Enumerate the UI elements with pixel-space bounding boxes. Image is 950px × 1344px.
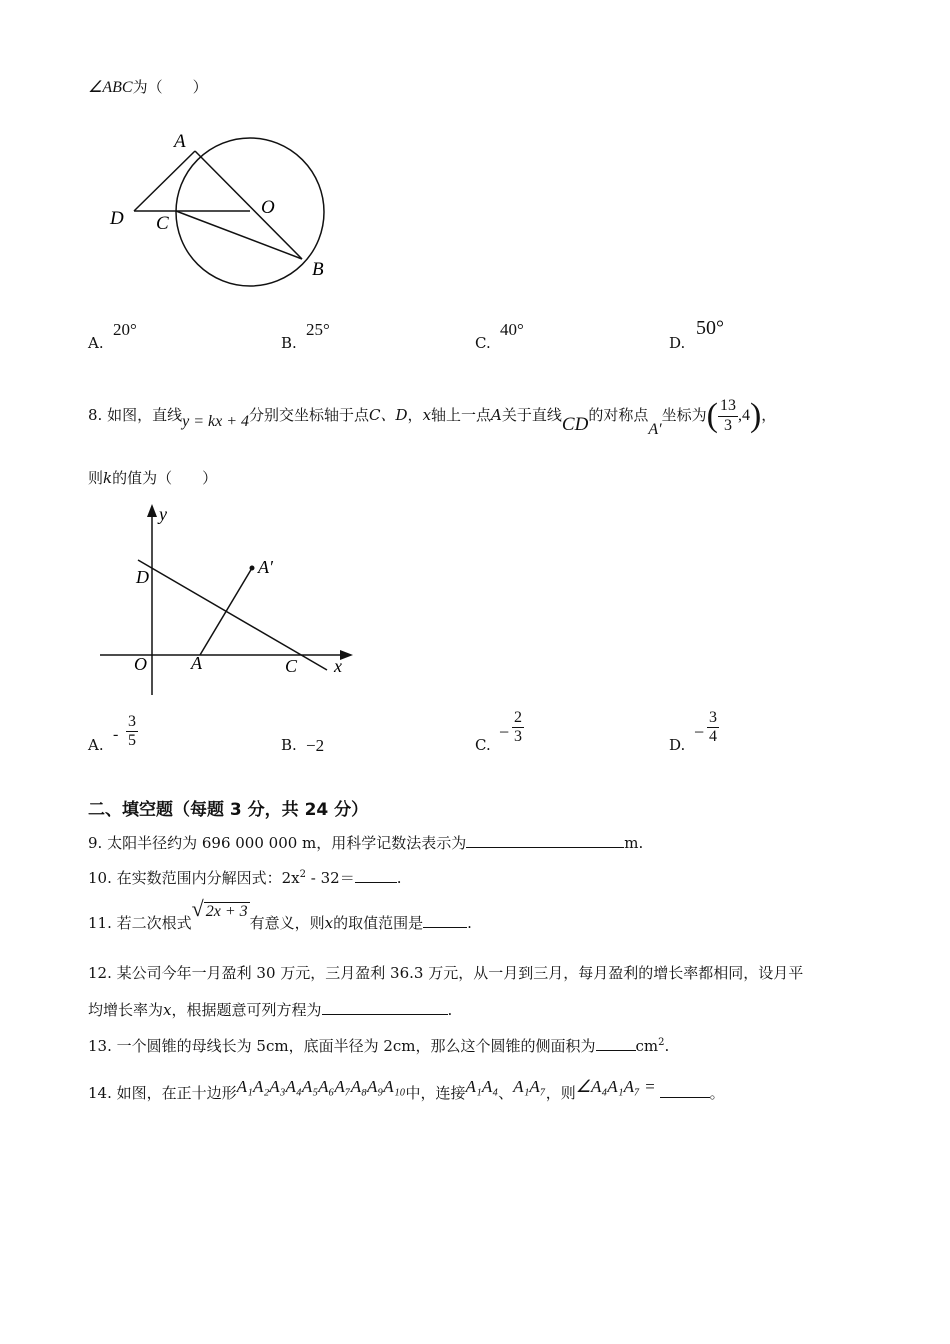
q14-end: 。 [709,1084,725,1102]
q8-end: ， [761,406,777,424]
q12-line1 [88,962,803,983]
q8-sep: ， [407,406,423,424]
q8-option-a-sign: - [113,726,119,743]
q8-a: A [491,406,502,424]
label-a: A [174,131,186,152]
q8-text4: 关于直线 [501,406,562,424]
q12-blank[interactable] [322,1000,448,1015]
q13-text: 一个圆锥的母线长为 5cm，底面半径为 2cm，那么这个圆锥的侧面积为 [116,1037,596,1055]
q8-line2-a: 则 [88,469,104,487]
q7-option-d-letter: D. [669,334,686,352]
label-aprime: A′ [258,557,273,577]
q8-text6: 坐标为 [661,406,707,424]
q8-text3: 轴上一点 [431,406,492,424]
q8-line2-b: 的值为（ ） [112,469,218,487]
q8-points-cd: C、D [369,406,408,424]
q14-sep: 、 [498,1084,514,1102]
q9-number: 9. [88,834,103,852]
q8-x: x [422,406,432,424]
q8-option-c-num: 2 [512,709,524,728]
q8-option-d-sign: − [694,722,705,742]
q11-text3: 的取值范围是 [333,914,424,932]
line-cd [138,560,327,670]
y-axis-arrow [147,504,157,517]
q10-text: 在实数范围内分解因式：2x [116,869,300,887]
q13-end: . [664,1037,670,1055]
q7-figure [100,120,340,290]
q8-option-a-frac [126,713,138,751]
q8-coord-den: 3 [723,416,732,434]
segment-a-aprime [200,568,252,655]
q8-line-eq: y = kx + 4 [182,413,250,430]
q14-seg1: A₁A₄ [465,1077,499,1096]
q11-text2: 有意义，则 [249,914,325,932]
q14 [88,1075,725,1111]
q10-number: 10. [88,869,112,887]
q10-end: . [396,869,402,887]
q8-text2: 分别交坐标轴于点 [249,406,370,424]
q9-text: 太阳半径约为 696 000 000 m，用科学记数法表示为 [107,834,467,852]
q8-cd: CD [561,414,589,435]
q11-radical [191,896,250,922]
q8-text5: 的对称点 [588,406,649,424]
label-o: O [134,654,147,674]
q8-option-c-den: 3 [514,728,522,746]
q7-angle: ∠ABC [88,79,133,96]
q7-option-c-value: 40° [500,320,524,339]
q8-option-b-value: −2 [306,736,325,755]
q8-figure [95,500,360,700]
q7-option-a-value: 20° [113,320,137,339]
q14-text1: 如图，在正十边形 [116,1084,237,1102]
point-aprime [250,566,255,571]
q8-number: 8. [88,406,103,424]
line-ab [195,151,302,259]
q9-unit: m. [624,834,644,852]
q14-number: 14. [88,1084,112,1102]
line-cb [176,211,302,259]
q8-coord-rest: ,4 [737,407,750,424]
circle-o [176,138,324,286]
q12-line2b: ，根据题意可列方程为 [171,1001,322,1019]
q13-number: 13. [88,1037,112,1055]
label-y: y [159,504,167,524]
q7-option-b-value: 25° [306,320,330,339]
q11-radicand: 2x + 3 [205,903,248,920]
q14-blank[interactable] [660,1083,710,1098]
q7-tail-text: 为（ ） [132,78,208,96]
q13-sup: 2 [658,1037,665,1048]
q12-x: x [163,1001,172,1019]
q8-paren-open: ( [706,397,718,434]
q8-option-d-letter: D. [669,736,686,754]
q7-option-b-letter: B. [281,334,297,352]
q8-coord-frac [718,397,738,435]
q13-blank[interactable] [596,1036,636,1051]
q14-angle: ∠A₄A₁A₇ = [575,1077,656,1096]
q8-k: k [103,469,113,487]
label-x: x [334,656,342,676]
q8-line1 [88,390,776,440]
q11-end: . [467,914,472,932]
section2-title: 二、填空题（每题 3 分，共 24 分） [88,800,369,820]
q8-line2 [88,467,217,488]
label-d: D [110,208,124,229]
q8-option-a-num: 3 [126,713,138,732]
q10-text2: - 32＝ [306,869,355,887]
q13-unit: cm [635,1037,659,1055]
q11-x: x [324,914,334,932]
q9 [88,832,643,853]
q12-line1-text: 某公司今年一月盈利 30 万元，三月盈利 36.3 万元，从一月到三月，每月盈利的增长率都相同，设月平 [116,964,804,982]
q14-text2: 中，连接 [405,1084,466,1102]
q8-coord-num: 13 [718,397,738,416]
q14-text3: ，则 [545,1084,576,1102]
sqrt-icon: √ [191,896,204,921]
q7-option-d-value: 50° [696,317,724,339]
q8-text1: 如图，直线 [107,406,183,424]
label-o: O [261,197,275,218]
q8-option-a-letter: A. [88,736,104,754]
q7-option-c-letter: C. [475,334,491,352]
q12-line2a: 均增长率为 [88,1001,164,1019]
q8-option-d-frac [707,709,719,747]
q11 [88,896,472,940]
q7-option-a-letter: A. [88,334,104,352]
label-d: D [136,567,149,587]
q13 [88,1035,669,1056]
q11-text1: 若二次根式 [116,914,192,932]
q8-option-b-letter: B. [281,736,297,754]
label-b: B [312,259,324,280]
q8-paren-close: ) [749,397,762,434]
q10-sup: 2 [299,869,307,880]
q8-option-c-letter: C. [475,736,491,754]
q9-blank[interactable] [466,833,624,848]
q14-seg2: A₁A₇ [513,1077,546,1096]
q8-aprime: A′ [648,421,662,438]
q12-line2 [88,999,452,1020]
q8-option-c-sign: − [499,722,510,742]
line-da [134,151,195,211]
q10 [88,867,402,888]
q11-number: 11. [88,914,112,932]
q7-tail [88,76,208,97]
label-c: C [156,213,169,234]
q10-blank[interactable] [355,868,397,883]
q8-option-a-den: 5 [128,732,136,750]
label-a: A [191,653,202,673]
q12-number: 12. [88,964,112,982]
q8-option-c-frac [512,709,524,747]
q12-end: . [447,1001,453,1019]
label-c: C [285,656,298,676]
q11-blank[interactable] [423,913,467,928]
q8-option-d-num: 3 [707,709,719,728]
q8-option-d-den: 4 [709,728,717,746]
q14-poly: A₁A₂A₃A₄A₅A₆A₇A₈A₉A₁₀ [236,1077,406,1096]
